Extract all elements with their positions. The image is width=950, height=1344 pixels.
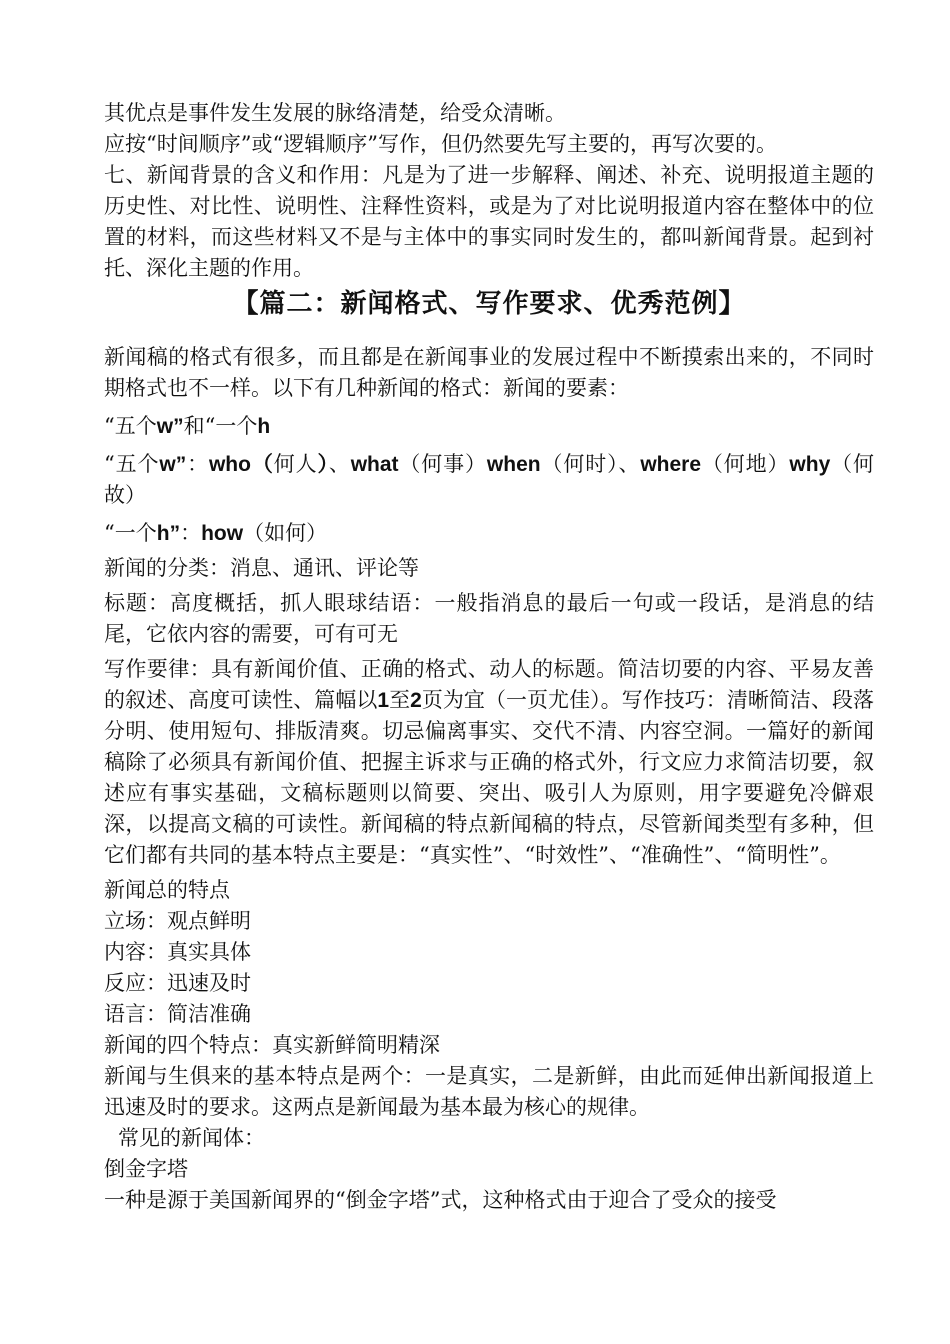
paragraph-one-h — [104, 518, 874, 549]
text-span: who — [208, 453, 251, 476]
text-span: what — [350, 453, 399, 476]
paragraph-writing-rules — [104, 654, 874, 871]
text-span: （何事） — [398, 452, 487, 476]
text-span: when — [486, 453, 541, 476]
paragraph-order: 应按“时间顺序”或“逻辑顺序”写作，但仍然要先写主要的，再写次要的。 — [104, 132, 777, 156]
paragraph-advantage: 其优点是事件发生发展的脉络清楚，给受众清晰。 — [104, 101, 566, 125]
text-span: “五个 — [104, 452, 160, 476]
text-span: 2 — [410, 689, 422, 712]
document-page — [104, 98, 874, 1216]
text-span: （何故） — [104, 452, 875, 507]
paragraph-format-intro: 新闻稿的格式有很多，而且都是在新闻事业的发展过程中不断摸索出来的，不同时期格式也不一样。以下有几种新闻的格式：新闻的要素： — [104, 345, 874, 400]
text-span: how — [201, 522, 244, 545]
paragraph-four-features: 新闻的四个特点：真实新鲜简明精深 — [104, 1033, 440, 1057]
paragraph-response: 反应：迅速及时 — [104, 971, 251, 995]
paragraph-stance: 立场：观点鲜明 — [104, 909, 251, 933]
text-span: （何地） — [701, 452, 790, 476]
text-span: why — [789, 453, 831, 476]
text-span: w” — [156, 415, 184, 438]
paragraph-categories: 新闻的分类：消息、通讯、评论等 — [104, 556, 419, 580]
text-span: 页为宜（一页尤佳）。写作技巧：清晰简洁、段落分明、使用短句、排版清爽。切忌偏离事实、交代不清、内容空洞。一篇好的新闻稿除了必须具有新闻价值、把握主诉求与正确的格式外，行文应力求简洁切要，叙述应有事实基础，文稿标题则以简要、突出、吸引人为原则，用字要避免冷僻艰深，以提高文稿的可读性。新闻稿的特点新闻稿的特点，尽管新闻类型有多种，但它们都有共同的基本特点主要是：“真实性”、“时效性”、“准确性”、“简明性”。 — [104, 688, 875, 867]
text-span: 写作要律：具有新闻价值、正确的格式、动人的标题。简洁切要的内容、平易友善的叙述、高度可读性、篇幅以 — [104, 657, 874, 712]
paragraph-title: 标题：高度概括，抓人眼球结语：一般指消息的最后一句或一段话，是消息的结尾，它依内容的需要，可有可无 — [104, 591, 874, 646]
text-span: 、 — [328, 452, 351, 476]
paragraph-content: 内容：真实具体 — [104, 940, 251, 964]
text-span: （如何） — [243, 521, 328, 545]
paragraph-overall-features: 新闻总的特点 — [104, 878, 230, 902]
paragraph-language: 语言：简洁准确 — [104, 1002, 251, 1026]
text-span: 1 — [377, 689, 390, 712]
text-span: ： — [186, 452, 209, 476]
text-span: （ — [250, 453, 274, 476]
text-span: h” — [156, 522, 181, 545]
paragraph-five-w-one-h — [104, 411, 874, 442]
text-span: 和“一个 — [183, 414, 258, 438]
paragraph-background: 七、新闻背景的含义和作用：凡是为了进一步解释、阐述、补充、说明报道主题的历史性、对比性、说明性、注释性资料，或是为了对比说明报道内容在整体中的位置的材料，而这些材料又不是与主体中的事实同时发生的，都叫新闻背景。起到衬托、深化主题的作用。 — [104, 163, 874, 280]
text-span: ： — [180, 521, 202, 545]
text-span: where — [640, 453, 702, 476]
text-span: （何时）、 — [540, 452, 641, 476]
text-span: 何人 — [273, 452, 318, 476]
paragraph-inherent-features: 新闻与生俱来的基本特点是两个：一是真实，二是新鲜，由此而延伸出新闻报道上迅速及时的要求。这两点是新闻最为基本最为核心的规律。 — [104, 1064, 874, 1119]
paragraph-inverted-pyramid-desc: 一种是源于美国新闻界的“倒金字塔”式，这种格式由于迎合了受众的接受 — [104, 1188, 777, 1212]
paragraph-common-styles: 常见的新闻体： — [118, 1126, 265, 1150]
paragraph-inverted-pyramid: 倒金字塔 — [104, 1157, 188, 1181]
text-span: h — [257, 415, 271, 438]
text-span: “五个 — [104, 414, 157, 438]
paragraph-five-w — [104, 449, 874, 511]
text-span: ） — [317, 453, 329, 476]
text-span: “一个 — [104, 521, 157, 545]
text-span: 至 — [389, 688, 411, 712]
text-span: w” — [159, 453, 187, 476]
section-heading: 【篇二：新闻格式、写作要求、优秀范例】 — [232, 289, 746, 319]
